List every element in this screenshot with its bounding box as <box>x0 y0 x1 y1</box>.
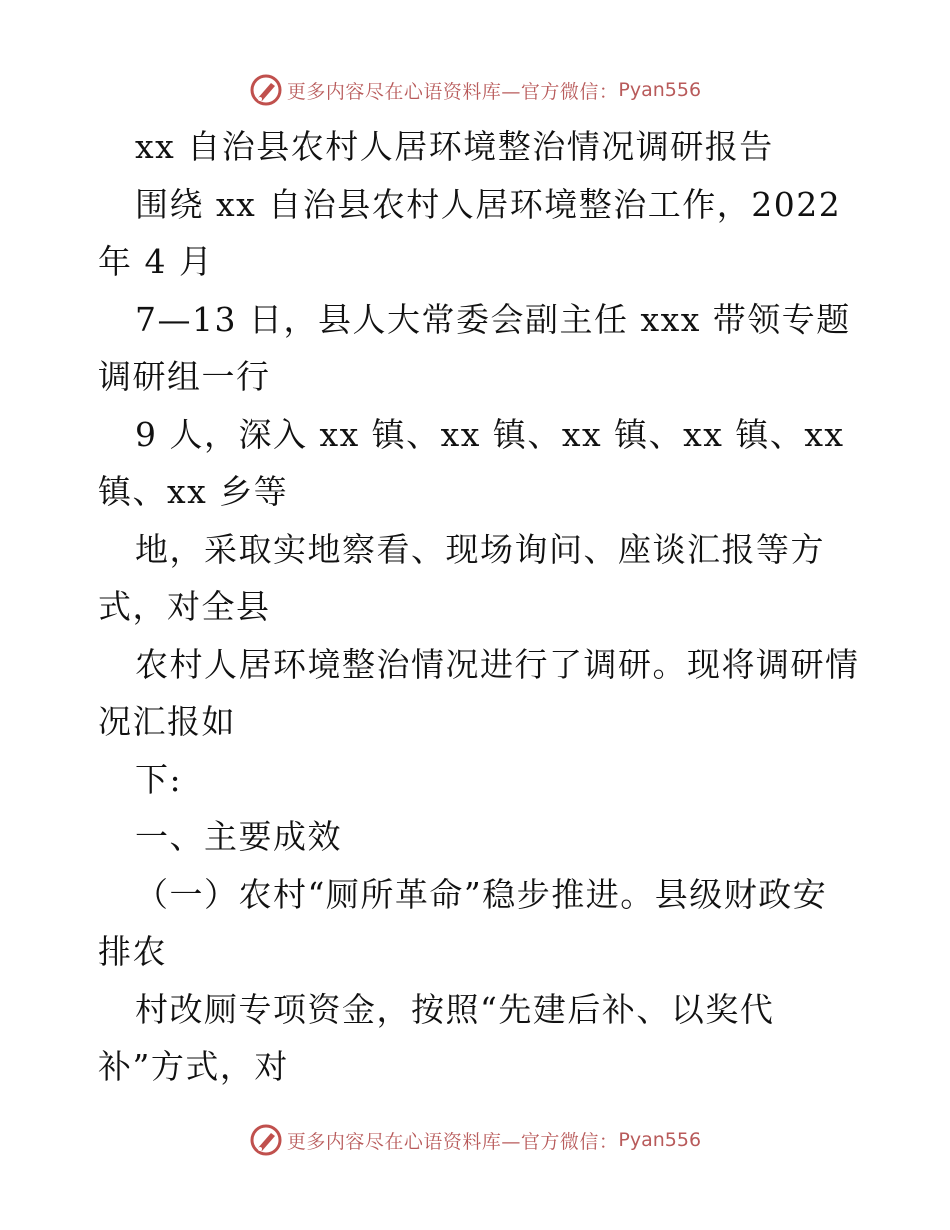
paragraph-line: 下: <box>135 759 183 799</box>
paragraph-line: 调研组一行 <box>98 357 271 396</box>
document-title: xx 自治县农村人居环境整治情况调研报告 <box>135 127 774 166</box>
watermark-banner-top <box>0 70 950 110</box>
watermark-handle: Pyan556 <box>618 1129 702 1151</box>
pen-logo-icon <box>249 73 283 107</box>
paragraph-line: 围绕 xx 自治县农村人居环境整治工作，2022 <box>135 184 842 224</box>
document-body <box>98 118 858 1096</box>
section-heading: 一、主要成效 <box>135 817 342 856</box>
watermark-text: 更多内容尽在心语资料库—官方微信： <box>286 80 619 103</box>
pen-logo-icon <box>249 1123 283 1157</box>
paragraph-line: 9 人，深入 xx 镇、xx 镇、xx 镇、xx 镇、xx <box>135 414 845 454</box>
paragraph-line: 村改厕专项资金，按照“先建后补、以奖代 <box>135 989 775 1029</box>
watermark-banner-bottom <box>0 1120 950 1160</box>
paragraph-line: 年 4 月 <box>98 242 214 281</box>
paragraph-line: 排农 <box>98 932 167 971</box>
paragraph-line: 况汇报如 <box>98 702 236 741</box>
watermark-handle: Pyan556 <box>618 79 702 101</box>
paragraph-line: 农村人居环境整治情况进行了调研。现将调研情 <box>135 644 860 684</box>
subsection-heading: （一）农村“厕所革命”稳步推进。县级财政安 <box>135 874 828 914</box>
paragraph-line: 补”方式，对 <box>98 1047 289 1086</box>
paragraph-line: 式，对全县 <box>98 587 271 626</box>
paragraph-line: 地，采取实地察看、现场询问、座谈汇报等方 <box>135 529 825 569</box>
paragraph-line: 7—13 日，县人大常委会副主任 xxx 带领专题 <box>135 299 851 339</box>
watermark-text: 更多内容尽在心语资料库—官方微信： <box>286 1130 619 1153</box>
paragraph-line: 镇、xx 乡等 <box>98 472 289 511</box>
